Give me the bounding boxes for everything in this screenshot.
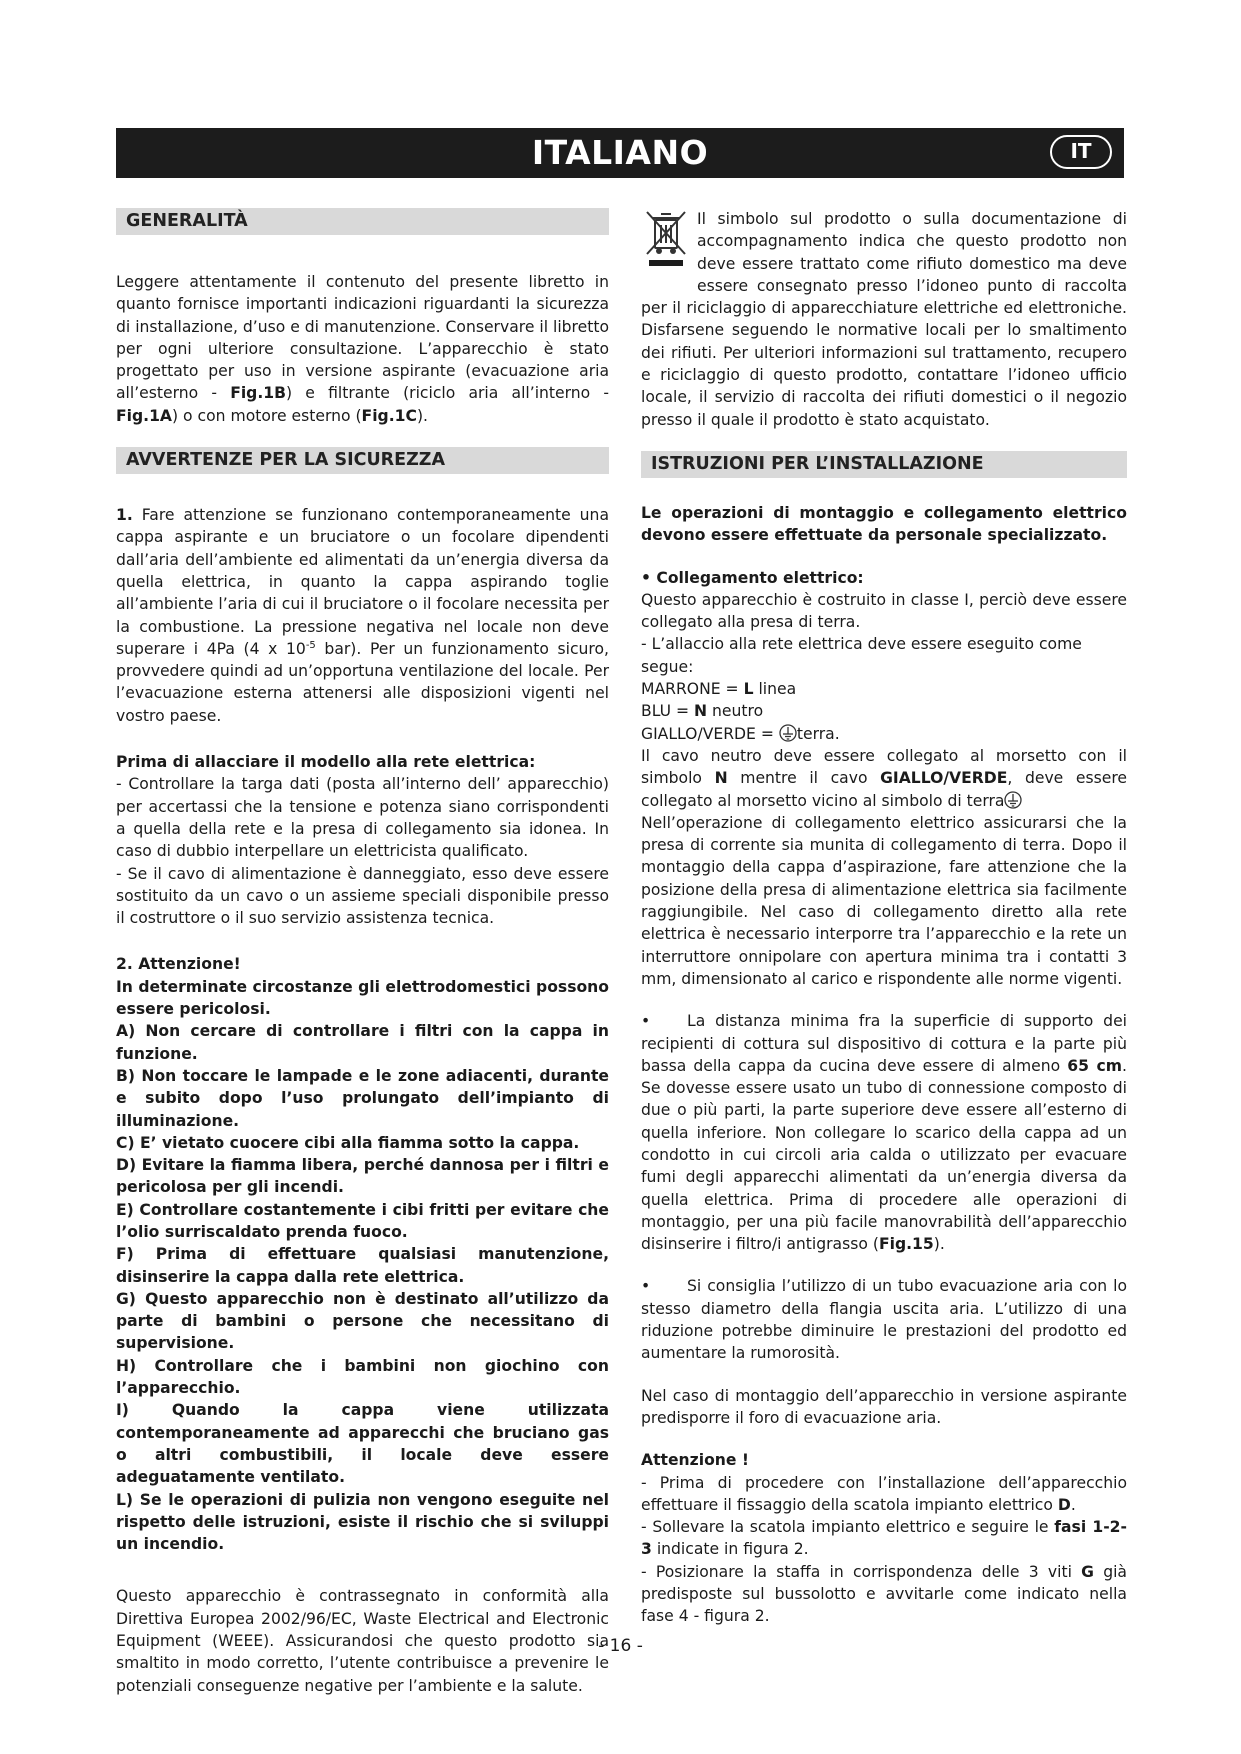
safety-item-1: 1. Fare attenzione se funzionano contemporaneamente una cappa aspirante e un bruciatore o un focolare dipendenti dall’aria dell’ambiente ed alimentati da un’energia diversa da quella elettrica, in quanto la cappa aspirando toglie all’ambiente l’aria di cui il bruciatore o il focolare necessita per la combustione. La pressione negativa nel locale non deve superare i 4Pa (4 x $10^{-5}$ bar). Per un funzionamento sicuro, provvedere quindi ad un’opportuna ventilazione del locale. Per l’evacuazione esterna attenersi alle disposizioni vigenti nel vostro paese. (116, 506, 609, 725)
warning-item: A) Non cercare di controllare i filtri con la cappa in funzione. (116, 1022, 609, 1063)
attenzione-step-2: - Sollevare la scatola impianto elettrico e seguire le fasi 1-2-3 indicate in figura 2. (641, 1518, 1127, 1559)
warning-item: I) Quando la cappa viene utilizzata contemporaneamente ad apparecchi che bruciano gas o altri combustibili, il locale deve essere adeguatamente ventilato. (116, 1401, 609, 1487)
wire-blue: BLU = N neutro (641, 702, 764, 721)
prima-paragraph-1: - Controllare la targa dati (posta all’interno dell’ apparecchio) per accertassi che la tensione e potenza siano corrispondenti a quella della rete e la presa di collegamento sia idonea. In caso di dubbio interpellare un elettricista qualificato. (116, 775, 609, 861)
attenzione-right-heading: Attenzione ! (641, 1451, 750, 1470)
collegamento-paragraph-3: Nell’operazione di collegamento elettrico assicurarsi che la presa di corrente sia munita di collegamento di terra. Dopo il montaggio della cappa d’aspirazione, fare attenzione che la posizione della presa di alimentazione elettrica sia facilmente raggiungibile. Nel caso di collegamento diretto alla rete elettrica è necessario interporre tra l’apparecchio e la rete un interruttore onnipolare con apertura minima tra i contatti 3 mm, dimensionato al carico e rispondente alle norme vigenti. (641, 813, 1127, 988)
attenzione-intro: In determinate circostanze gli elettrodomestici possono essere pericolosi. (116, 977, 610, 1019)
istruzioni-intro: Le operazioni di montaggio e collegamento elettrico devono essere effettuate da personale specializzato. (641, 503, 1127, 545)
collegamento-heading: • Collegamento elettrico: (641, 568, 864, 587)
left-column (116, 208, 609, 1697)
prima-paragraph-2: - Se il cavo di alimentazione è danneggiato, esso deve essere sostituito da un cavo o un assieme speciali disponibile presso il costruttore o il suo servizio assistenza tecnica. (116, 864, 609, 928)
weee-paragraph: Questo apparecchio è contrassegnato in conformità alla Direttiva Europea 2002/96/EC, Waste Electrical and Electronic Equipment (WEEE). Assicurandosi che questo prodotto sia smaltito in modo corretto, l’utente contribuisce a prevenire le potenziali conseguenze negative per l’ambiente e la salute. (116, 1587, 609, 1695)
wire-brown: MARRONE = L linea (641, 680, 797, 699)
warning-item: C) E’ vietato cuocere cibi alla fiamma sotto la cappa. (116, 1133, 580, 1152)
wire-yellow-green: GIALLO/VERDE = terra. (641, 724, 840, 743)
prima-heading: Prima di allacciare il modello alla rete elettrica: (116, 753, 536, 772)
right-column (641, 208, 1127, 1628)
warning-item: D) Evitare la fiamma libera, perché dannosa per i filtri e pericolosa per gli incendi. (116, 1156, 609, 1197)
warning-item: B) Non toccare le lampade e le zone adiacenti, durante e subito dopo l’uso prolungato dell’impianto di illuminazione. (116, 1066, 609, 1130)
generalita-paragraph: Leggere attentamente il contenuto del presente libretto in quanto fornisce importanti indicazioni riguardanti la sicurezza di installazione, d’uso e di manutenzione. Conservare il libretto per ogni ulteriore consultazione. L’apparecchio è stato progettato per uso in versione aspirante (evacuazione aria all’esterno - Fig.1B) e filtrante (riciclo aria all’interno - Fig.1A) o con motore esterno (Fig.1C). (116, 273, 609, 425)
weee-block (641, 208, 1127, 431)
attenzione-heading: 2. Attenzione! (116, 955, 241, 974)
attenzione-step-3: - Posizionare la staffa in corrispondenza delle 3 viti G già predisposte sul bussolotto e avvitarle come indicato nella fase 4 - figura 2. (641, 1562, 1127, 1626)
earth-symbol-icon (779, 724, 797, 742)
crossed-out-bin-icon (641, 208, 691, 288)
attenzione-step-1: - Prima di procedere con l’installazione dell’apparecchio effettuare il fissaggio della scatola impianto elettrico D. (641, 1473, 1127, 1514)
earth-symbol-icon (1004, 791, 1022, 809)
page-number: - 16 - (598, 1636, 643, 1656)
section-heading-avvertenze: AVVERTENZE PER LA SICUREZZA (116, 447, 609, 474)
weee-symbol-paragraph: Il simbolo sul prodotto o sulla documentazione di accompagnamento indica che questo prodotto non deve essere trattato come rifiuto domestico ma deve essere consegnato presso l’idoneo punto di raccolta per il riciclaggio di apparecchiature elettriche ed elettroniche. Disfarsene seguendo le normative locali per lo smaltimento dei rifiuti. Per ulteriori informazioni sul trattamento, recupero e riciclaggio di questo prodotto, contattare l’idoneo ufficio locale, il servizio di raccolta dei rifiuti domestici o il negozio presso il quale il prodotto è stato acquistato. (641, 210, 1127, 429)
warning-item: G) Questo apparecchio non è destinato all’utilizzo da parte di bambini o persone che necessitano di supervisione. (116, 1289, 609, 1353)
language-banner (116, 128, 1124, 178)
warning-item: F) Prima di effettuare qualsiasi manutenzione, disinserire la cappa dalla rete elettrica. (116, 1245, 609, 1286)
distanza-paragraph: • La distanza minima fra la superficie di supporto dei recipienti di cottura sul dispositivo di cottura e la parte più bassa della cappa da cucina deve essere di almeno 65 cm. Se dovesse essere usato un tubo di connessione composto di due o più parti, la parte superiore deve essere all’esterno di quella inferiore. Non collegare lo scarico della cappa ad un condotto in cui circoli aria calda o utilizzato per evacuare fumi degli apparecchi alimentati da un’energia diversa da quella elettrica. Prima di procedere alle operazioni di montaggio, per una più facile manovrabilità dell’apparecchio disinserire i filtro/i antigrasso (Fig.15). (641, 1012, 1128, 1254)
tubo-paragraph: • Si consiglia l’utilizzo di un tubo evacuazione aria con lo stesso diametro della flangia uscita aria. L’utilizzo di una riduzione potrebbe diminuire le prestazioni del prodotto ed aumentare la rumorosità. (641, 1277, 1127, 1363)
warning-item: L) Se le operazioni di pulizia non vengono eseguite nel rispetto delle istruzioni, esiste il rischio che si sviluppi un incendio. (116, 1490, 609, 1554)
neutro-paragraph: Il cavo neutro deve essere collegato al morsetto con il simbolo N mentre il cavo GIALLO/VERDE, deve essere collegato al morsetto vicino al simbolo di terra (641, 746, 1127, 810)
language-badge: IT (1050, 135, 1112, 169)
collegamento-paragraph-2: - L’allaccio alla rete elettrica deve essere eseguito come segue: (641, 635, 1082, 676)
warning-item: H) Controllare che i bambini non giochino con l’apparecchio. (116, 1356, 609, 1398)
warnings-list (116, 1020, 609, 1555)
montaggio-paragraph: Nel caso di montaggio dell’apparecchio in versione aspirante predisporre il foro di evacuazione aria. (641, 1386, 1127, 1427)
page-title: ITALIANO (531, 133, 709, 172)
section-heading-generalita: GENERALITÀ (116, 208, 609, 235)
warning-item: E) Controllare costantemente i cibi fritti per evitare che l’olio surriscaldato prenda fuoco. (116, 1200, 609, 1241)
collegamento-paragraph-1: Questo apparecchio è costruito in classe I, perciò deve essere collegato alla presa di terra. (641, 590, 1127, 632)
section-heading-istruzioni: ISTRUZIONI PER L’INSTALLAZIONE (641, 451, 1127, 478)
